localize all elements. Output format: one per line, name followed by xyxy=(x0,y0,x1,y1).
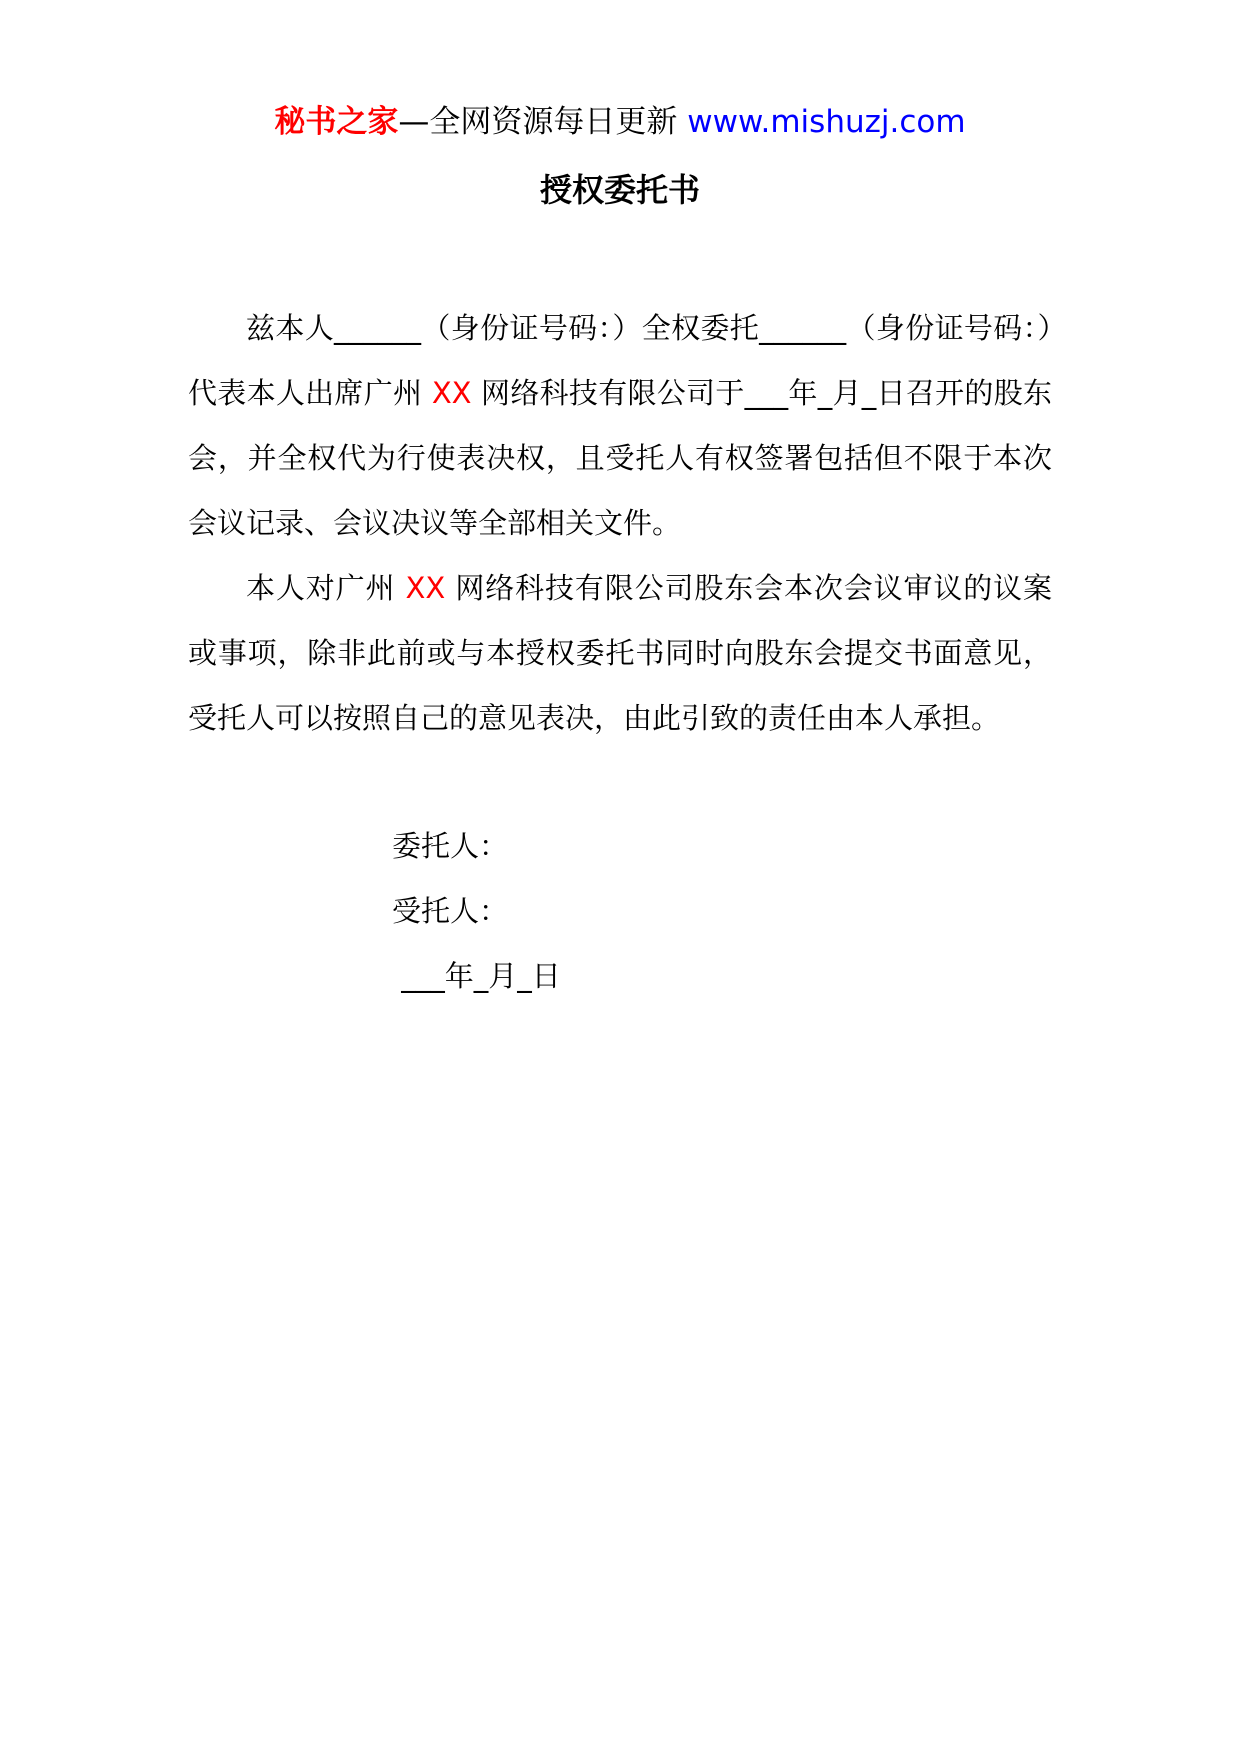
paragraph-authorization xyxy=(188,296,1052,556)
header-slogan: —全网资源每日更新 xyxy=(398,104,688,140)
paragraph-text: 本人对广州 xyxy=(246,571,406,605)
paragraph-responsibility xyxy=(188,556,1052,751)
signature-block xyxy=(392,814,561,1009)
site-header xyxy=(0,102,1240,142)
paragraph-text: 兹本人______（身份证号码：）全权委托______（身份证号码：）代表本人出席广州 xyxy=(188,311,1052,410)
paragraph-text: 网络科技有限公司股东会本次会议审议的议案或事项，除非此前或与本授权委托书同时向股东会提交书面意见，受托人可以按照自己的意见表决，由此引致的责任由本人承担。 xyxy=(188,571,1052,735)
principal-label: 委托人： xyxy=(392,829,509,863)
document-title: 授权委托书 xyxy=(539,171,700,209)
company-placeholder: XX xyxy=(431,376,472,410)
brand-name: 秘书之家 xyxy=(274,104,399,140)
document-body xyxy=(188,296,1052,751)
paragraph-text: 网络科技有限公司于___年_月_日召开的股东会，并全权代为行使表决权，且受托人有权签署包括但不限于本次会议记录、会议决议等全部相关文件。 xyxy=(188,376,1052,540)
date-line: ___年_月_日 xyxy=(392,959,561,993)
company-placeholder: XX xyxy=(405,571,446,605)
agent-label: 受托人： xyxy=(392,894,509,928)
site-url: www.mishuzj.com xyxy=(687,104,966,140)
